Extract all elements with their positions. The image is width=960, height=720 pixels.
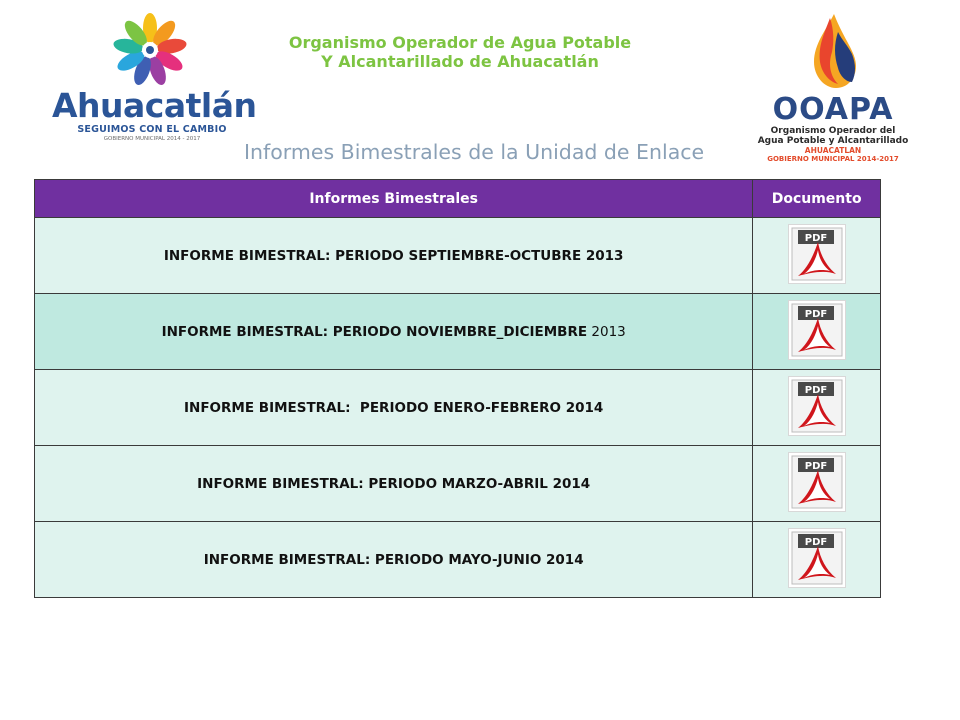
report-name-cell <box>35 294 753 370</box>
ooapa-line2: Agua Potable y Alcantarillado <box>757 136 909 146</box>
report-label: INFORME BIMESTRAL: PERIODO MAYO-JUNIO 2014 <box>203 551 584 568</box>
document-cell <box>753 446 881 522</box>
water-drop-logo-icon <box>804 12 864 94</box>
report-label: INFORME BIMESTRAL: PERIODO NOVIEMBRE_DICIEMBRE <box>161 323 588 340</box>
report-label-suffix: 2013 <box>587 323 626 340</box>
pdf-icon-label: PDF <box>804 232 827 244</box>
pdf-link[interactable] <box>788 300 846 364</box>
reports-table <box>34 179 881 598</box>
report-label: INFORME BIMESTRAL: PERIODO SEPTIEMBRE-OCTUBRE 2013 <box>163 247 624 264</box>
ooapa-line3: AHUACATLAN <box>804 146 862 155</box>
pdf-icon <box>788 528 846 588</box>
document-cell <box>753 218 881 294</box>
table-row <box>35 370 881 446</box>
pdf-icon <box>788 300 846 360</box>
pdf-icon <box>788 376 846 436</box>
pdf-icon <box>788 224 846 284</box>
document-cell <box>753 370 881 446</box>
table-row <box>35 218 881 294</box>
header-informes: Informes Bimestrales <box>35 180 753 218</box>
report-label: INFORME BIMESTRAL: PERIODO MARZO-ABRIL 2014 <box>197 475 591 492</box>
document-cell <box>753 294 881 370</box>
table-row <box>35 294 881 370</box>
pdf-icon-label: PDF <box>804 308 827 320</box>
ahuacatlan-wordmark: Ahuacatlán <box>52 86 257 125</box>
ahuacatlan-logo <box>52 12 257 162</box>
page-subtitle: Informes Bimestrales de la Unidad de Enlace <box>244 140 705 164</box>
report-name-cell <box>35 522 753 598</box>
table-row <box>35 446 881 522</box>
org-title-line2: Y Alcantarillado de Ahuacatlán <box>321 52 599 71</box>
pdf-link[interactable] <box>788 528 846 592</box>
ooapa-line4: GOBIERNO MUNICIPAL 2014-2017 <box>767 155 899 163</box>
pdf-icon-label: PDF <box>804 536 827 548</box>
ooapa-wordmark: OOAPA <box>772 92 894 127</box>
org-title-line1: Organismo Operador de Agua Potable <box>288 33 632 52</box>
report-name-cell <box>35 218 753 294</box>
table-row <box>35 522 881 598</box>
flower-logo-icon <box>110 12 190 88</box>
org-title <box>250 33 670 71</box>
report-name-cell <box>35 370 753 446</box>
pdf-link[interactable] <box>788 452 846 516</box>
ahuacatlan-tagline: SEGUIMOS CON EL CAMBIO <box>77 124 227 135</box>
pdf-link[interactable] <box>788 224 846 288</box>
report-name-cell <box>35 446 753 522</box>
pdf-icon-label: PDF <box>804 460 827 472</box>
document-cell <box>753 522 881 598</box>
ahuacatlan-government: GOBIERNO MUNICIPAL 2014 - 2017 <box>103 136 201 142</box>
pdf-icon <box>788 452 846 512</box>
ooapa-line1: Organismo Operador del <box>770 126 896 136</box>
report-label: INFORME BIMESTRAL: PERIODO ENERO-FEBRERO 2014 <box>184 399 604 416</box>
table-header-row <box>35 180 881 218</box>
ooapa-logo <box>748 12 918 162</box>
pdf-link[interactable] <box>788 376 846 440</box>
pdf-icon-label: PDF <box>804 384 827 396</box>
header-documento: Documento <box>753 180 881 218</box>
